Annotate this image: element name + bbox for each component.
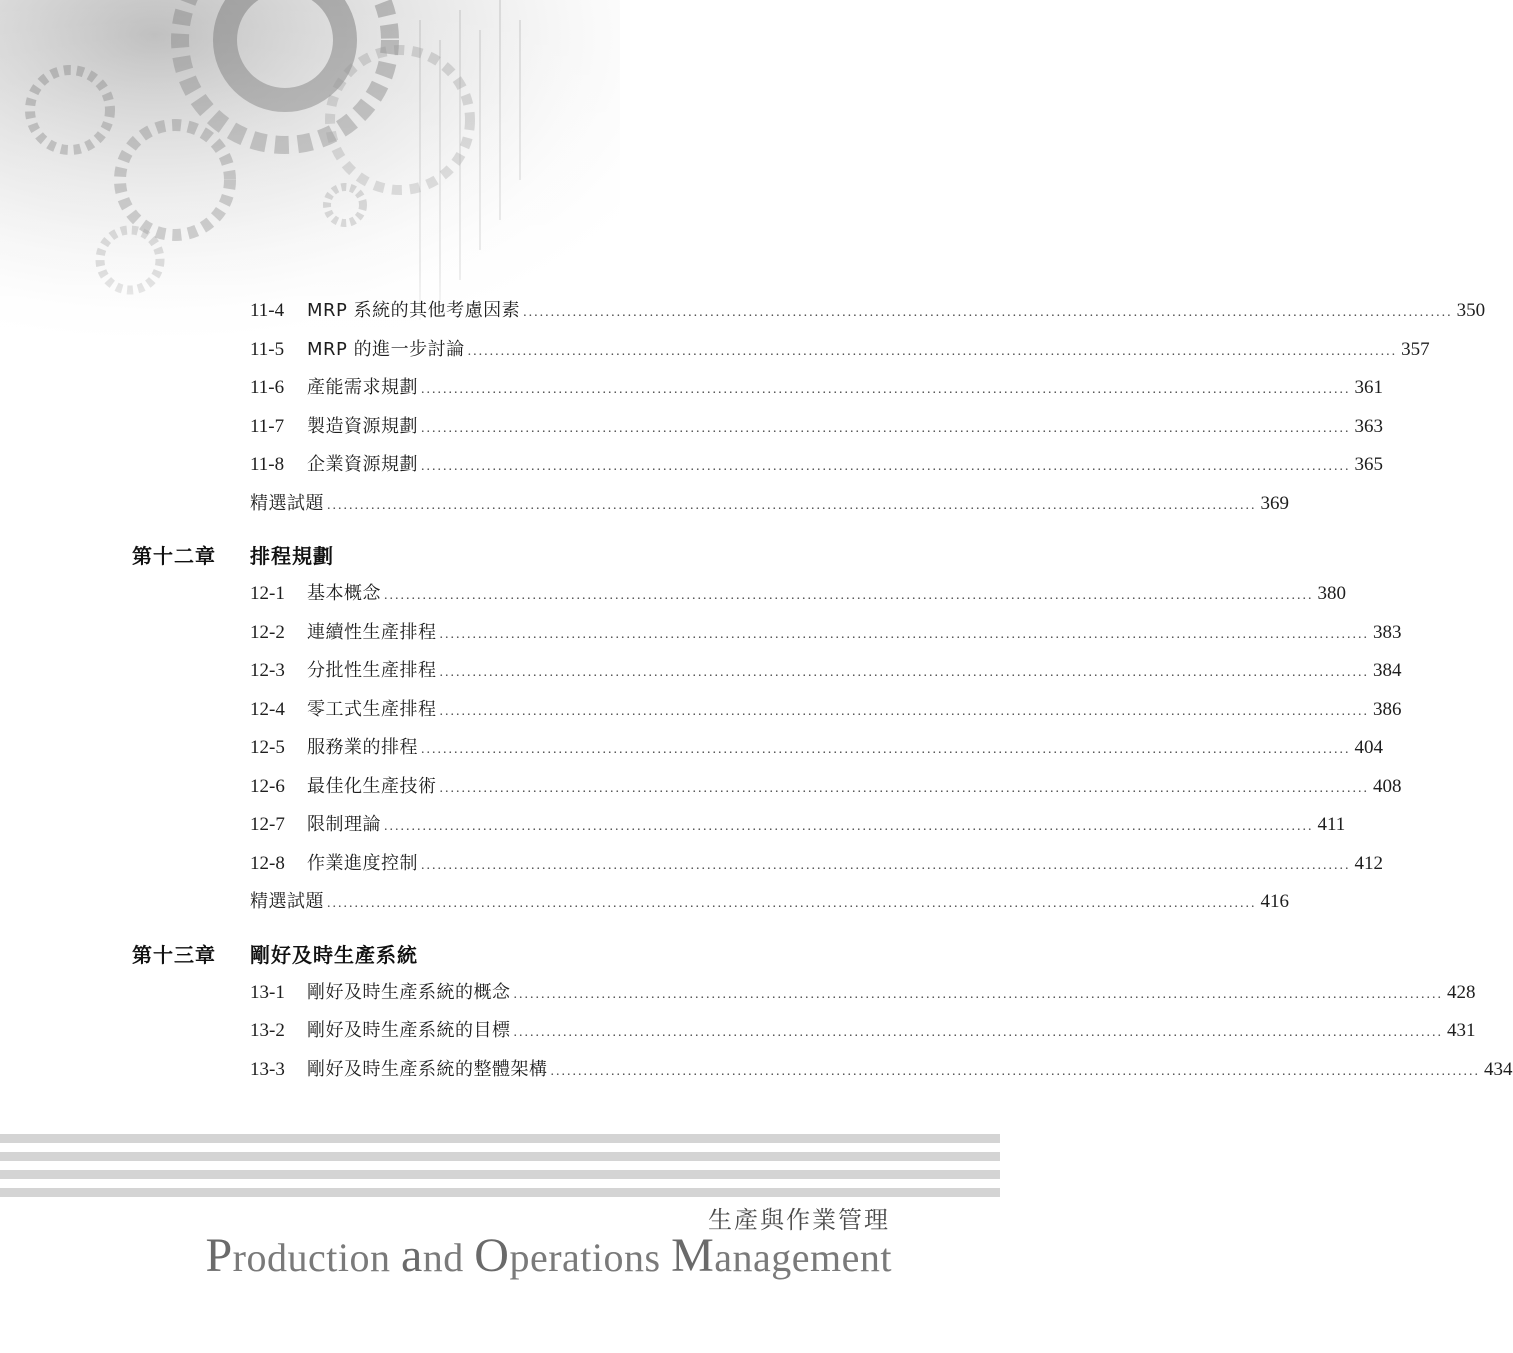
dot-leader: .........................................................................................................................................................................: [421, 858, 1351, 873]
book-title-english: [205, 1228, 892, 1283]
entry-page: 408: [1373, 776, 1402, 797]
entry-title: 剛好及時生產系統的目標: [307, 1020, 511, 1041]
toc-entry-11-exercises[interactable]: [250, 489, 1289, 519]
dot-leader: .........................................................................................................................................................................: [513, 987, 1443, 1002]
dot-leader: .........................................................................................................................................................................: [384, 819, 1314, 834]
chapter-label: 第十二章: [132, 543, 216, 568]
title-word: perations: [509, 1235, 672, 1280]
entry-page: 369: [1260, 493, 1289, 514]
dot-leader: .........................................................................................................................................................................: [421, 459, 1351, 474]
entry-number: 12-8: [250, 853, 285, 874]
entry-page: 350: [1456, 300, 1486, 321]
toc-entry-13-1[interactable]: [250, 978, 1476, 1008]
entry-page: 428: [1447, 982, 1476, 1003]
title-word: roduction: [232, 1235, 401, 1280]
entry-page: 383: [1373, 622, 1402, 643]
entry-number: 12-6: [250, 776, 285, 797]
entry-page: 411: [1317, 814, 1346, 835]
title-initial: a: [400, 1229, 423, 1282]
entry-title: MRP 的進一步討論: [307, 339, 465, 360]
dot-leader: .........................................................................................................................................................................: [439, 627, 1369, 642]
entry-number: 11-8: [250, 454, 285, 475]
entry-number: 13-2: [250, 1020, 285, 1041]
dot-leader: .........................................................................................................................................................................: [421, 421, 1351, 436]
toc-entry-12-5[interactable]: [250, 733, 1383, 763]
dot-leader: .........................................................................................................................................................................: [467, 344, 1398, 359]
toc-entry-12-8[interactable]: [250, 849, 1383, 879]
toc-entry-11-5[interactable]: [250, 335, 1430, 365]
dot-leader: .........................................................................................................................................................................: [421, 382, 1351, 397]
footer-stripe: [0, 1170, 1000, 1179]
entry-number: 12-7: [250, 814, 285, 835]
entry-title: 分批性生產排程: [307, 660, 437, 681]
entry-title: 零工式生產排程: [307, 699, 437, 720]
entry-number: 13-3: [250, 1059, 285, 1080]
entry-number: 11-6: [250, 377, 285, 398]
toc-entry-11-4[interactable]: [250, 296, 1486, 326]
dot-leader: .........................................................................................................................................................................: [421, 742, 1351, 757]
entry-title: 連續性生產排程: [307, 622, 437, 643]
chapter-12-heading[interactable]: [132, 537, 852, 571]
entry-title: 製造資源規劃: [307, 416, 418, 437]
footer-stripe: [0, 1152, 1000, 1161]
entry-title: MRP 系統的其他考慮因素: [307, 300, 521, 321]
toc-entry-12-exercises[interactable]: [250, 887, 1289, 917]
toc-entry-11-6[interactable]: [250, 373, 1383, 403]
entry-page: 380: [1317, 583, 1346, 604]
footer-stripes: [0, 1132, 1000, 1202]
entry-number: 11-7: [250, 416, 285, 437]
entry-title: 作業進度控制: [307, 853, 418, 874]
toc-entry-12-4[interactable]: [250, 695, 1402, 725]
entry-page: 357: [1401, 339, 1430, 360]
dot-leader: .........................................................................................................................................................................: [439, 781, 1369, 796]
entry-number: 11-4: [250, 300, 285, 321]
entry-page: 365: [1354, 454, 1383, 475]
toc-entry-11-7[interactable]: [250, 412, 1383, 442]
toc-entry-12-2[interactable]: [250, 618, 1402, 648]
dot-leader: .........................................................................................................................................................................: [513, 1025, 1443, 1040]
footer-stripe: [0, 1134, 1000, 1143]
chapter-label: 第十三章: [132, 942, 216, 967]
entry-page: 416: [1260, 891, 1289, 912]
entry-page: 404: [1354, 737, 1383, 758]
dot-leader: .........................................................................................................................................................................: [523, 305, 1453, 320]
entry-title: 剛好及時生產系統的整體架構: [307, 1059, 548, 1080]
book-title-chinese: 生產與作業管理: [708, 1206, 890, 1234]
entry-title: 限制理論: [307, 814, 381, 835]
entry-number: 12-2: [250, 622, 285, 643]
dot-leader: .........................................................................................................................................................................: [439, 704, 1369, 719]
chapter-title: 剛好及時生產系統: [250, 942, 418, 967]
toc-entry-11-8[interactable]: [250, 450, 1383, 480]
chapter-title: 排程規劃: [250, 543, 334, 568]
entry-title: 精選試題: [250, 891, 324, 912]
toc-entry-12-6[interactable]: [250, 772, 1402, 802]
toc-entry-12-3[interactable]: [250, 656, 1402, 686]
entry-number: 11-5: [250, 339, 285, 360]
entry-title: 基本概念: [307, 583, 381, 604]
title-initial: M: [671, 1229, 715, 1282]
entry-number: 12-1: [250, 583, 285, 604]
title-initial: P: [205, 1229, 233, 1282]
entry-page: 431: [1447, 1020, 1476, 1041]
dot-leader: .........................................................................................................................................................................: [327, 498, 1257, 513]
entry-title: 剛好及時生產系統的概念: [307, 982, 511, 1003]
footer-stripe: [0, 1188, 1000, 1197]
entry-title: 產能需求規劃: [307, 377, 418, 398]
entry-page: 384: [1373, 660, 1402, 681]
title-initial: O: [474, 1229, 510, 1282]
entry-page: 386: [1373, 699, 1402, 720]
chapter-13-heading[interactable]: [132, 936, 852, 970]
entry-number: 13-1: [250, 982, 285, 1003]
dot-leader: .........................................................................................................................................................................: [439, 665, 1369, 680]
entry-title: 企業資源規劃: [307, 454, 418, 475]
dot-leader: .........................................................................................................................................................................: [384, 588, 1314, 603]
entry-page: 361: [1354, 377, 1383, 398]
toc-entry-12-7[interactable]: [250, 810, 1346, 840]
toc-entry-13-3[interactable]: [250, 1055, 1513, 1085]
dot-leader: .........................................................................................................................................................................: [327, 896, 1257, 911]
entry-title: 服務業的排程: [307, 737, 418, 758]
entry-page: 434: [1484, 1059, 1513, 1080]
entry-number: 12-3: [250, 660, 285, 681]
entry-title: 最佳化生產技術: [307, 776, 437, 797]
entry-title: 精選試題: [250, 493, 324, 514]
entry-page: 363: [1354, 416, 1383, 437]
title-word: anagement: [714, 1235, 892, 1280]
dot-leader: .........................................................................................................................................................................: [550, 1064, 1480, 1079]
toc-entry-13-2[interactable]: [250, 1016, 1476, 1046]
title-word: nd: [422, 1235, 475, 1280]
toc-entry-12-1[interactable]: [250, 579, 1346, 609]
entry-number: 12-5: [250, 737, 285, 758]
entry-page: 412: [1354, 853, 1383, 874]
entry-number: 12-4: [250, 699, 285, 720]
